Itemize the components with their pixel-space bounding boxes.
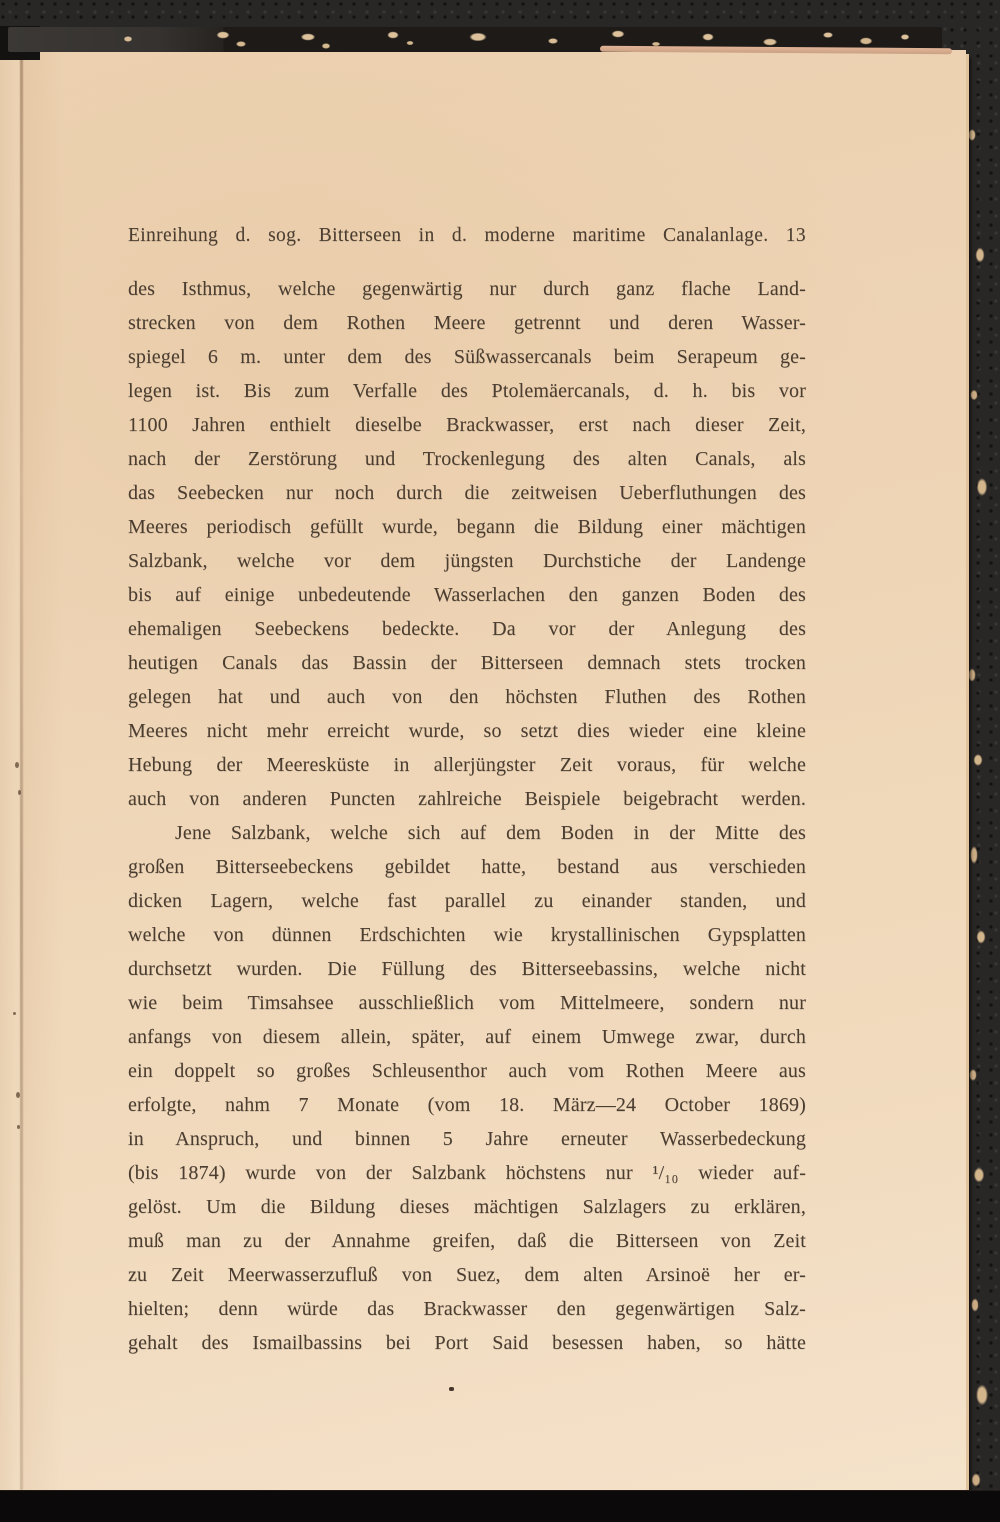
text-line: ein doppelt so großes Schleusenthor auch vom Rothen Meere aus [128, 1060, 806, 1082]
page-fold-strip [0, 50, 20, 1490]
text-line: heutigen Canals das Bassin der Bitterseen demnach stets trocken [128, 652, 806, 674]
ink-speck [449, 1387, 454, 1391]
text-line: hielten; denn würde das Brackwasser den gegenwärtigen Salz- [128, 1298, 806, 1320]
text-line: gehalt des Ismailbassins bei Port Said besessen haben, so hätte [128, 1332, 806, 1354]
text-line: spiegel 6 m. unter dem des Süßwassercanals beim Serapeum ge- [128, 346, 806, 368]
text-line: des Isthmus, welche gegenwärtig nur durch ganz flache Land- [128, 278, 806, 300]
text-line: gelegen hat und auch von den höchsten Fluthen des Rothen [128, 686, 806, 708]
text-line: Jene Salzbank, welche sich auf dem Boden in der Mitte des [175, 822, 806, 844]
text-line: auch von anderen Puncten zahlreiche Beispiele beigebracht werden. [128, 788, 806, 810]
page-gutter-crease [20, 50, 23, 1490]
running-title: Einreihung d. sog. Bitterseen in d. moderne maritime Canalanlage. [128, 225, 769, 246]
running-header [128, 222, 806, 250]
page-body [128, 272, 806, 1360]
text-line: in Anspruch, und binnen 5 Jahre erneuter Wasserbedeckung [128, 1128, 806, 1150]
paper-speck [16, 1092, 20, 1098]
text-line: bis auf einige unbedeutende Wasserlachen den ganzen Boden des [128, 584, 806, 606]
paper-speck [17, 1125, 20, 1129]
book-cover-bottom [0, 1490, 1000, 1522]
text-line: das Seebecken nur noch durch die zeitweisen Ueberfluthungen des [128, 482, 806, 504]
paper-speck [15, 762, 19, 768]
text-line: dicken Lagern, welche fast parallel zu einander standen, und [128, 890, 806, 912]
paper-speck [13, 1012, 16, 1015]
text-line: wie beim Timsahsee ausschließlich vom Mittelmeere, sondern nur [128, 992, 806, 1014]
book-page [0, 50, 966, 1490]
text-line: durchsetzt wurden. Die Füllung des Bitterseebassins, welche nicht [128, 958, 806, 980]
text-line: erfolgte, nahm 7 Monate (vom 18. März—24 October 1869) [128, 1094, 806, 1116]
text-line: (bis 1874) wurde von der Salzbank höchstens nur ¹/₁₀ wieder auf- [128, 1162, 806, 1184]
text-line: 1100 Jahren enthielt dieselbe Brackwasser, erst nach dieser Zeit, [128, 414, 806, 436]
text-line: strecken von dem Rothen Meere getrennt und deren Wasser- [128, 312, 806, 334]
page-number: 13 [785, 225, 806, 246]
paper-speck [18, 790, 21, 795]
text-line: zu Zeit Meerwasserzufluß von Suez, dem alten Arsinoë her er- [128, 1264, 806, 1286]
text-line: ehemaligen Seebeckens bedeckte. Da vor der Anlegung des [128, 618, 806, 640]
text-line: Hebung der Meeresküste in allerjüngster Zeit voraus, für welche [128, 754, 806, 776]
text-line: nach der Zerstörung und Trockenlegung des alten Canals, als [128, 448, 806, 470]
text-line: Salzbank, welche vor dem jüngsten Durchstiche der Landenge [128, 550, 806, 572]
text-line: anfangs von diesem allein, später, auf einem Umwege zwar, durch [128, 1026, 806, 1048]
text-line: legen ist. Bis zum Verfalle des Ptolemäercanals, d. h. bis vor [128, 380, 806, 402]
marbled-fore-edge [964, 55, 996, 1490]
text-line: gelöst. Um die Bildung dieses mächtigen Salzlagers zu erklären, [128, 1196, 806, 1218]
text-line: großen Bitterseebeckens gebildet hatte, bestand aus verschieden [128, 856, 806, 878]
text-line: Meeres nicht mehr erreicht wurde, so setzt dies wieder eine kleine [128, 720, 806, 742]
text-line: Meeres periodisch gefüllt wurde, begann die Bildung einer mächtigen [128, 516, 806, 538]
text-line: muß man zu der Annahme greifen, daß die Bitterseen von Zeit [128, 1230, 806, 1252]
text-line: welche von dünnen Erdschichten wie krystallinischen Gypsplatten [128, 924, 806, 946]
